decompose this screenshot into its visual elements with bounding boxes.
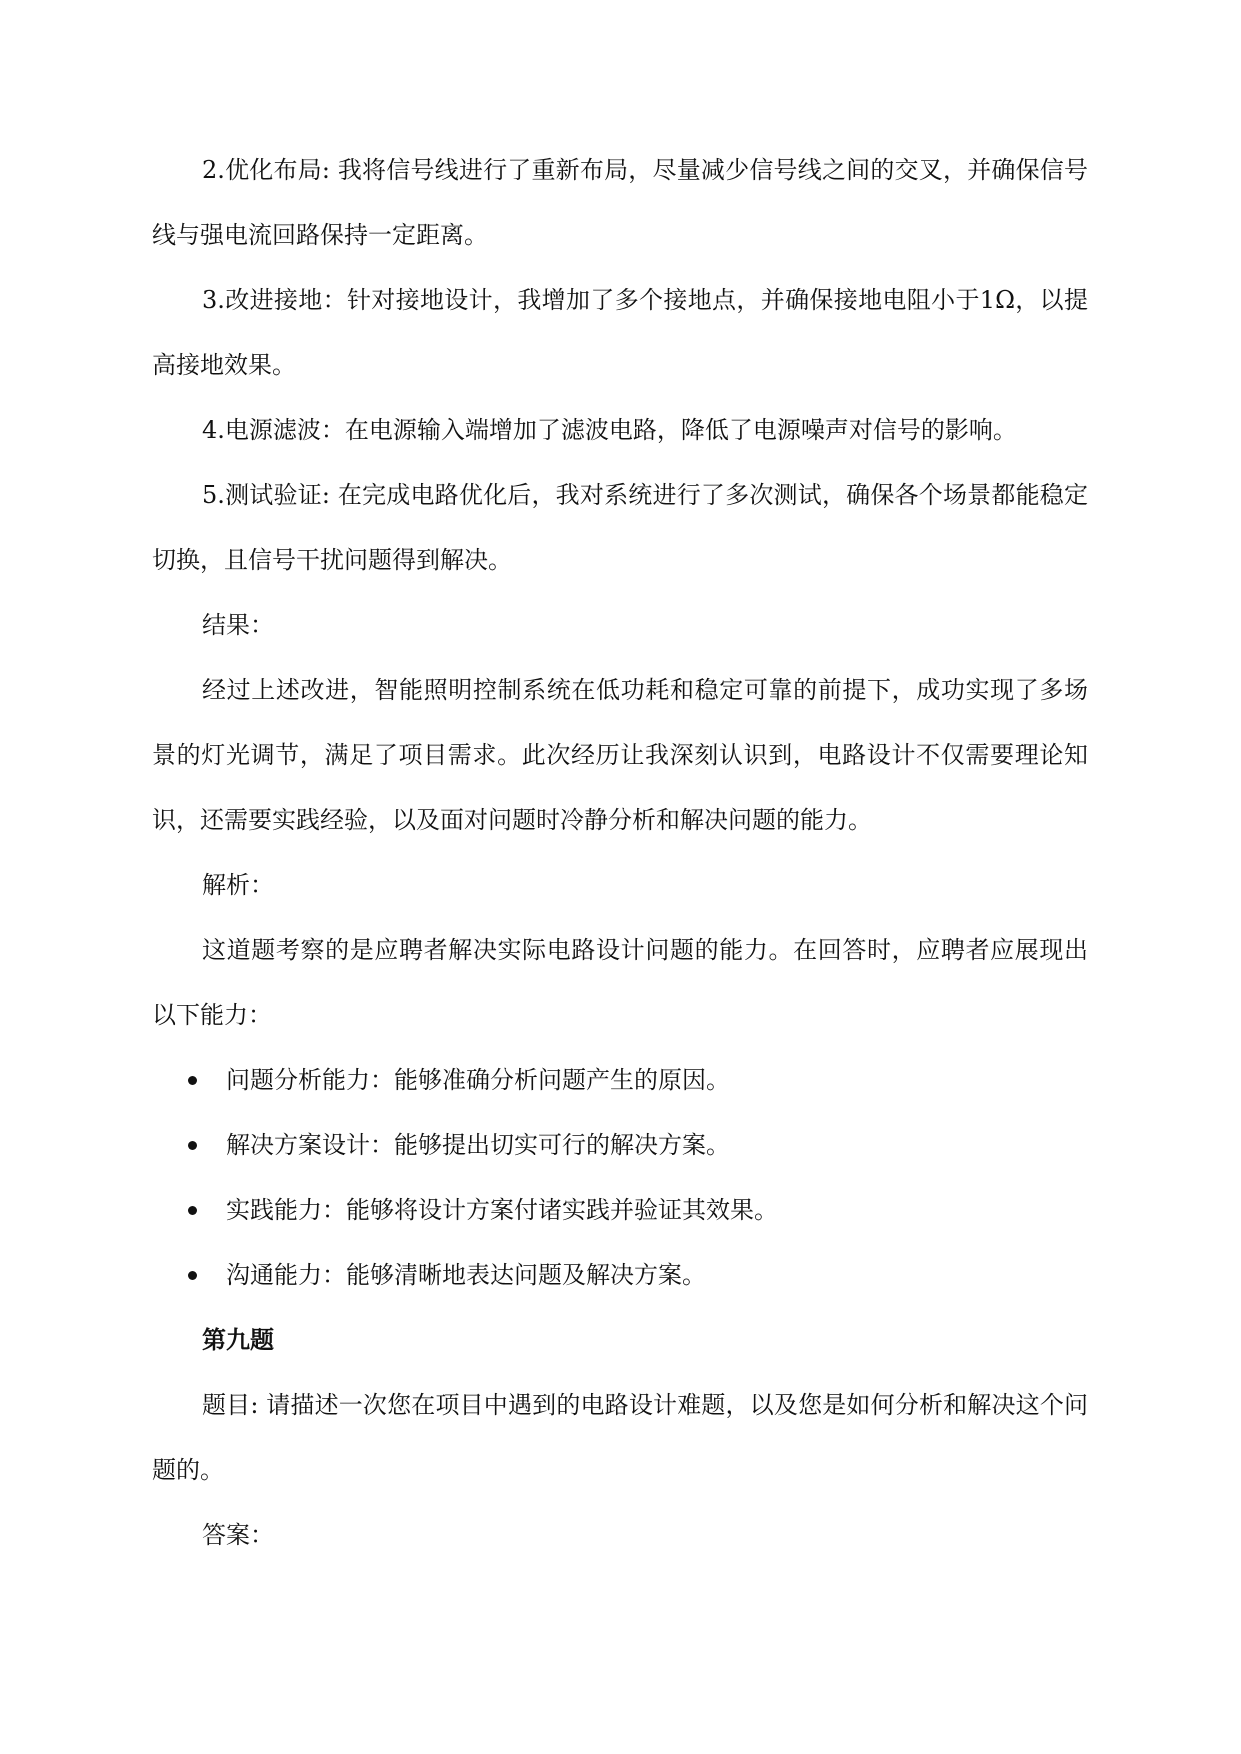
bullet-dot-icon [188,1206,197,1215]
paragraph-analysis: 这道题考察的是应聘者解决实际电路设计问题的能力。在回答时，应聘者应展现出以下能力： [152,936,1088,1029]
paragraph-test-verification: 5.测试验证: 在完成电路优化后，我对系统进行了多次测试，确保各个场景都能稳定切换，且信号干扰问题得到解决。 [152,481,1088,574]
list-item [152,1048,1088,1113]
paragraph-result: 经过上述改进，智能照明控制系统在低功耗和稳定可靠的前提下，成功实现了多场景的灯光调节，满足了项目需求。此次经历让我深刻认识到，电路设计不仅需要理论知识，还需要实践经验，以及面对问题时冷静分析和解决问题的能力。 [152,676,1088,834]
paragraph-question: 题目: 请描述一次您在项目中遇到的电路设计难题，以及您是如何分析和解决这个问题的。 [152,1391,1088,1484]
bullet-dot-icon [188,1271,197,1280]
list-item-text: 实践能力：能够将设计方案付诸实践并验证其效果。 [226,1196,778,1224]
paragraph-power-filtering: 4.电源滤波：在电源输入端增加了滤波电路，降低了电源噪声对信号的影响。 [202,416,1017,444]
bullet-dot-icon [188,1141,197,1150]
list-item-text: 沟通能力：能够清晰地表达问题及解决方案。 [226,1261,706,1289]
list-item [152,1243,1088,1308]
bullet-dot-icon [188,1076,197,1085]
section-heading: 第九题 [202,1326,274,1354]
list-item [152,1178,1088,1243]
paragraph-optimize-layout: 2.优化布局: 我将信号线进行了重新布局，尽量减少信号线之间的交叉，并确保信号线与强电流回路保持一定距离。 [152,156,1088,249]
list-item-text: 解决方案设计：能够提出切实可行的解决方案。 [226,1131,730,1159]
paragraph-improve-grounding: 3.改进接地：针对接地设计，我增加了多个接地点，并确保接地电阻小于1Ω，以提高接地效果。 [152,286,1088,379]
list-item [152,1113,1088,1178]
document-page [152,138,1088,1568]
answer-label: 答案： [202,1521,274,1549]
analysis-label: 解析： [202,871,274,899]
ability-list [152,1048,1088,1308]
list-item-text: 问题分析能力：能够准确分析问题产生的原因。 [226,1066,730,1094]
result-label: 结果： [202,611,274,639]
